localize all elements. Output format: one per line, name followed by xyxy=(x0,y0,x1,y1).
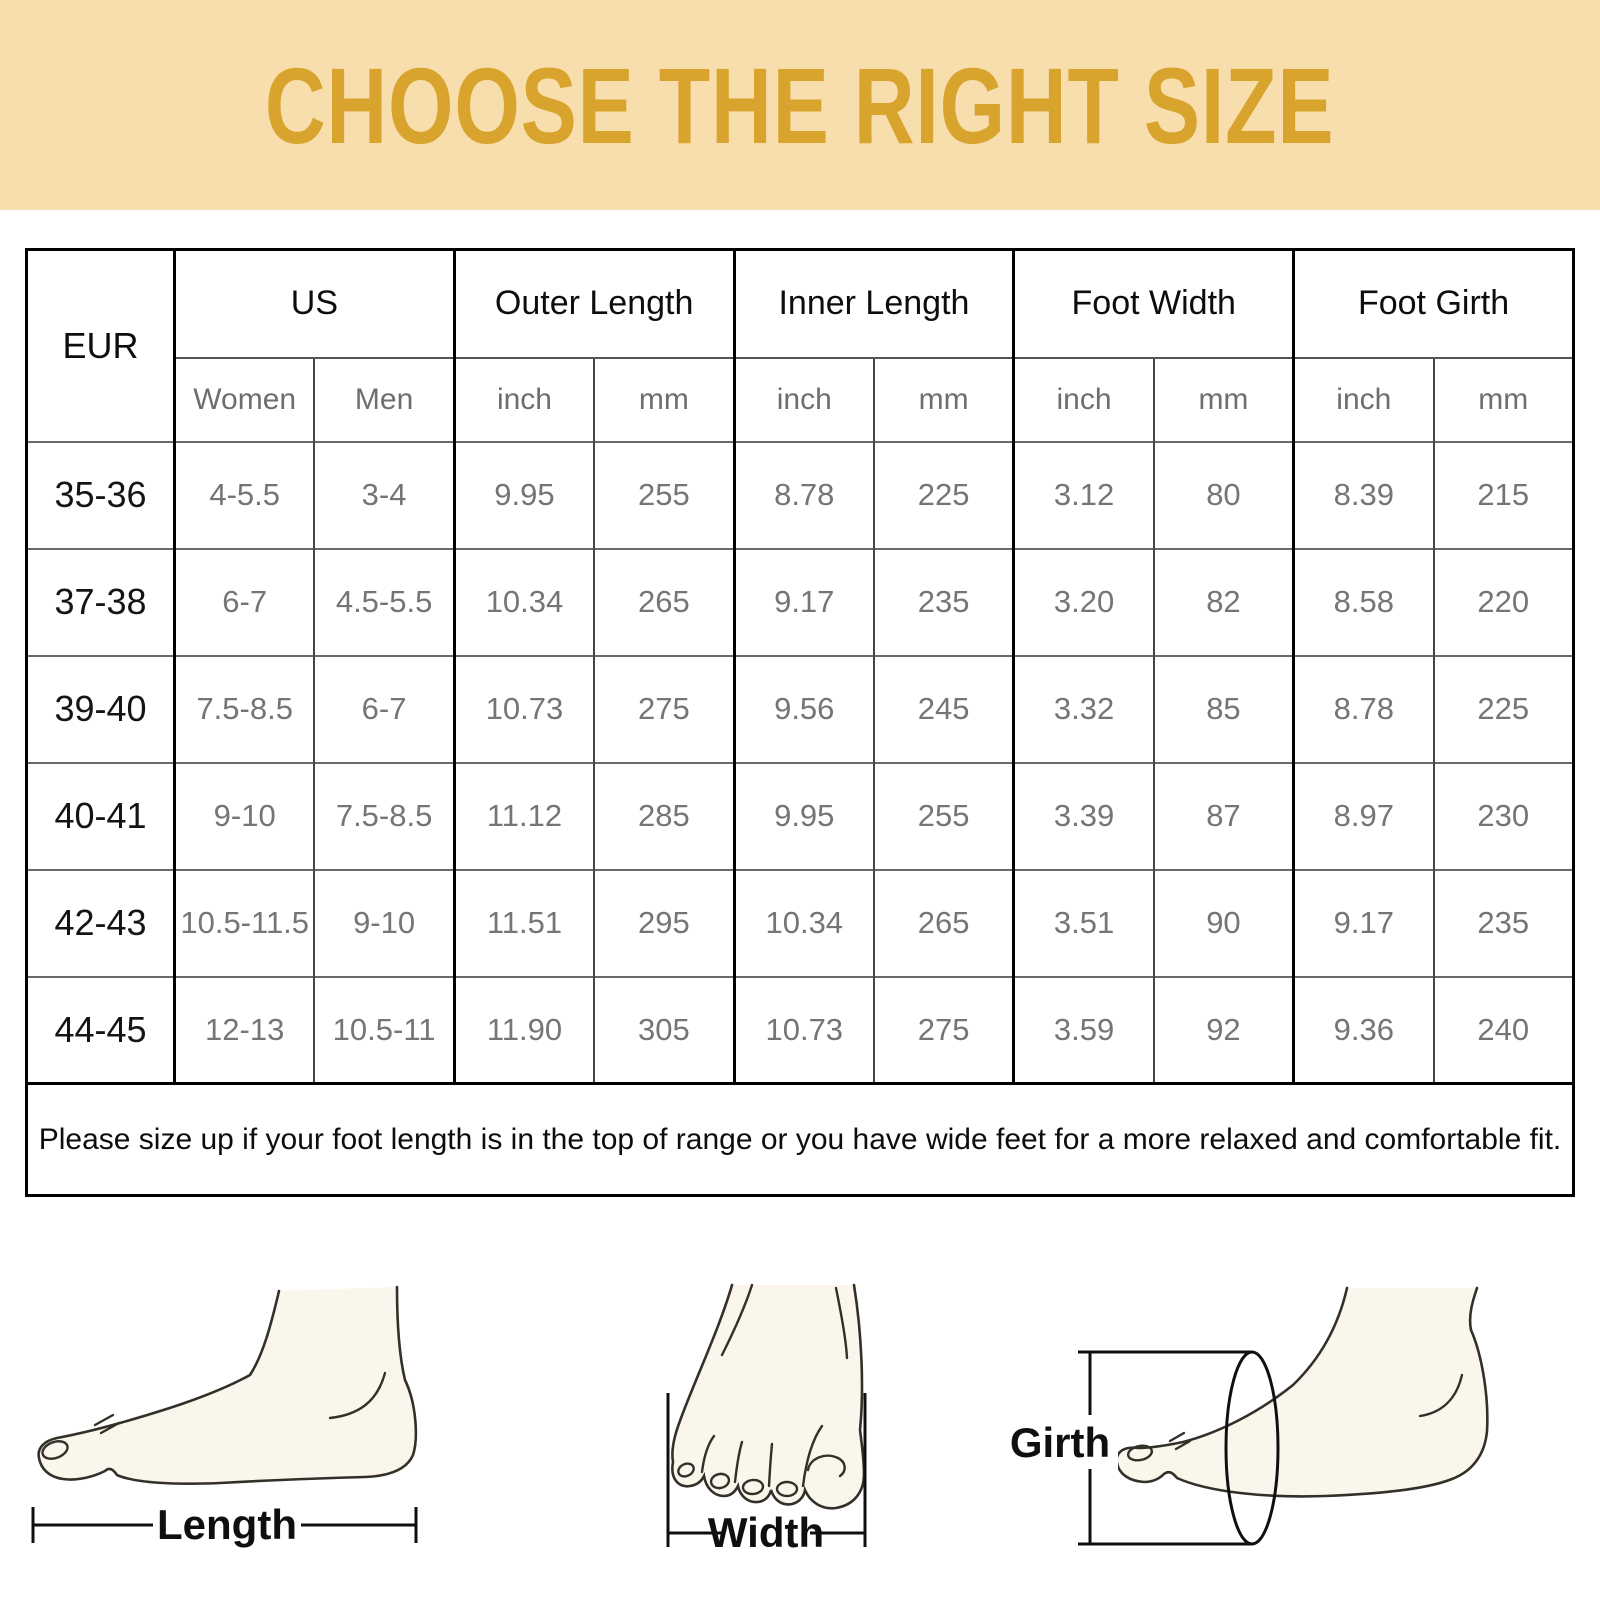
header-group-outer-length: Outer Length xyxy=(454,250,734,358)
cell-eur: 44-45 xyxy=(27,977,175,1084)
length-diagram xyxy=(25,1245,455,1575)
cell-value: 11.12 xyxy=(454,763,594,870)
cell-value: 9-10 xyxy=(175,763,315,870)
cell-value: 8.39 xyxy=(1294,442,1434,549)
cell-value: 87 xyxy=(1154,763,1294,870)
cell-eur: 35-36 xyxy=(27,442,175,549)
cell-value: 3-4 xyxy=(314,442,454,549)
table-row xyxy=(27,763,1574,870)
cell-value: 275 xyxy=(874,977,1014,1084)
size-chart-table xyxy=(25,248,1575,1197)
title-banner xyxy=(0,0,1600,210)
cell-value: 11.90 xyxy=(454,977,594,1084)
table-header-row xyxy=(27,250,1574,358)
cell-value: 305 xyxy=(594,977,734,1084)
girth-diagram xyxy=(990,1245,1580,1575)
table-subheader-row xyxy=(27,358,1574,442)
subheader-men: Men xyxy=(314,358,454,442)
cell-value: 235 xyxy=(1434,870,1574,977)
header-group-us: US xyxy=(175,250,455,358)
cell-value: 235 xyxy=(874,549,1014,656)
cell-value: 6-7 xyxy=(175,549,315,656)
cell-value: 225 xyxy=(1434,656,1574,763)
table-row xyxy=(27,977,1574,1084)
cell-value: 7.5-8.5 xyxy=(314,763,454,870)
table-row xyxy=(27,442,1574,549)
subheader-inner-mm: mm xyxy=(874,358,1014,442)
cell-value: 8.58 xyxy=(1294,549,1434,656)
cell-value: 8.78 xyxy=(734,442,874,549)
cell-value: 85 xyxy=(1154,656,1294,763)
cell-value: 245 xyxy=(874,656,1014,763)
page-title: CHOOSE THE RIGHT SIZE xyxy=(265,44,1335,166)
cell-value: 6-7 xyxy=(314,656,454,763)
table-row xyxy=(27,549,1574,656)
cell-value: 82 xyxy=(1154,549,1294,656)
cell-value: 3.20 xyxy=(1014,549,1154,656)
foot-side-illustration xyxy=(39,1287,416,1484)
cell-value: 9.56 xyxy=(734,656,874,763)
subheader-women: Women xyxy=(175,358,315,442)
cell-value: 295 xyxy=(594,870,734,977)
cell-value: 225 xyxy=(874,442,1014,549)
cell-value: 230 xyxy=(1434,763,1574,870)
cell-value: 9.95 xyxy=(734,763,874,870)
cell-value: 8.78 xyxy=(1294,656,1434,763)
cell-eur: 40-41 xyxy=(27,763,175,870)
cell-value: 215 xyxy=(1434,442,1574,549)
header-group-inner-length: Inner Length xyxy=(734,250,1014,358)
cell-value: 8.97 xyxy=(1294,763,1434,870)
cell-value: 10.34 xyxy=(734,870,874,977)
subheader-width-mm: mm xyxy=(1154,358,1294,442)
cell-value: 9-10 xyxy=(314,870,454,977)
cell-eur: 42-43 xyxy=(27,870,175,977)
cell-value: 3.39 xyxy=(1014,763,1154,870)
length-dimension xyxy=(33,1501,416,1548)
table-row xyxy=(27,870,1574,977)
cell-value: 80 xyxy=(1154,442,1294,549)
girth-label: Girth xyxy=(1009,1419,1111,1466)
foot-top-illustration xyxy=(672,1285,864,1508)
cell-value: 92 xyxy=(1154,977,1294,1084)
table-row xyxy=(27,656,1574,763)
cell-value: 3.32 xyxy=(1014,656,1154,763)
width-diagram xyxy=(640,1240,1010,1600)
width-label: Width xyxy=(707,1509,825,1556)
cell-value: 10.73 xyxy=(734,977,874,1084)
cell-value: 3.59 xyxy=(1014,977,1154,1084)
subheader-width-inch: inch xyxy=(1014,358,1154,442)
cell-value: 7.5-8.5 xyxy=(175,656,315,763)
header-eur: EUR xyxy=(62,324,139,366)
header-group-foot-width: Foot Width xyxy=(1014,250,1294,358)
header-group-foot-girth: Foot Girth xyxy=(1294,250,1574,358)
sizing-note: Please size up if your foot length is in the top of range or you have wide feet for a more relaxed and comfortable fit. xyxy=(27,1084,1574,1196)
cell-eur: 37-38 xyxy=(27,549,175,656)
subheader-girth-mm: mm xyxy=(1434,358,1574,442)
subheader-outer-inch: inch xyxy=(454,358,594,442)
subheader-inner-inch: inch xyxy=(734,358,874,442)
cell-value: 265 xyxy=(594,549,734,656)
cell-value: 255 xyxy=(874,763,1014,870)
cell-value: 4-5.5 xyxy=(175,442,315,549)
cell-value: 9.17 xyxy=(734,549,874,656)
cell-value: 275 xyxy=(594,656,734,763)
cell-value: 11.51 xyxy=(454,870,594,977)
cell-value: 265 xyxy=(874,870,1014,977)
cell-value: 9.95 xyxy=(454,442,594,549)
cell-value: 4.5-5.5 xyxy=(314,549,454,656)
cell-value: 240 xyxy=(1434,977,1574,1084)
cell-value: 220 xyxy=(1434,549,1574,656)
cell-value: 3.51 xyxy=(1014,870,1154,977)
cell-value: 10.73 xyxy=(454,656,594,763)
subheader-girth-inch: inch xyxy=(1294,358,1434,442)
cell-eur: 39-40 xyxy=(27,656,175,763)
cell-value: 255 xyxy=(594,442,734,549)
cell-value: 10.5-11.5 xyxy=(175,870,315,977)
foot-girth-illustration xyxy=(1117,1288,1488,1496)
table-note-row xyxy=(27,1084,1574,1196)
cell-value: 9.36 xyxy=(1294,977,1434,1084)
subheader-outer-mm: mm xyxy=(594,358,734,442)
cell-value: 3.12 xyxy=(1014,442,1154,549)
length-label: Length xyxy=(157,1501,297,1548)
cell-value: 285 xyxy=(594,763,734,870)
cell-value: 12-13 xyxy=(175,977,315,1084)
cell-value: 90 xyxy=(1154,870,1294,977)
cell-value: 10.34 xyxy=(454,549,594,656)
cell-value: 10.5-11 xyxy=(314,977,454,1084)
cell-value: 9.17 xyxy=(1294,870,1434,977)
